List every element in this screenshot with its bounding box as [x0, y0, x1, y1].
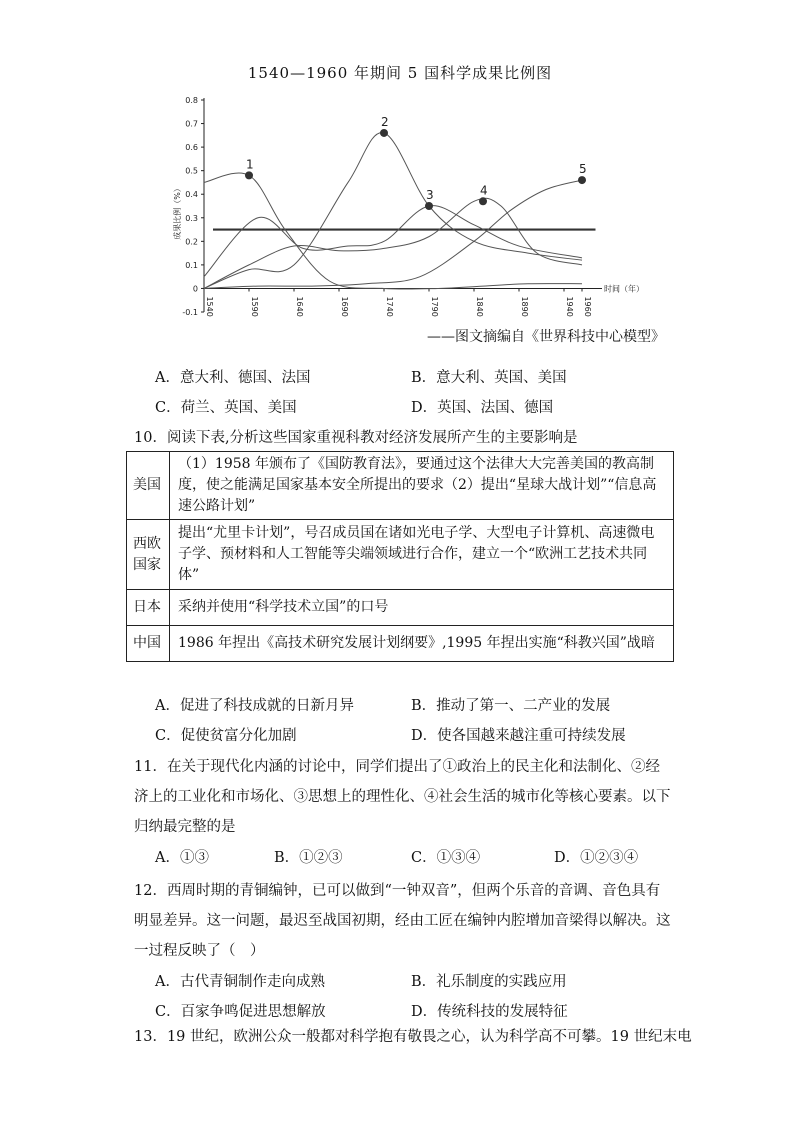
x-tick-label: 1790: [430, 296, 439, 317]
q10-option-a[interactable]: A．促进了科技成就的日新月异: [155, 698, 354, 714]
x-tick-label: 1590: [250, 296, 259, 317]
x-tick-label: 1960: [583, 296, 592, 317]
marker-point-1: [245, 171, 253, 179]
x-axis-label: 时间（年）: [604, 284, 644, 294]
marker-label-5: 5: [579, 162, 587, 177]
x-tick-label: 1890: [520, 296, 529, 317]
marker-point-5: [578, 176, 586, 184]
y-axis-label: 成果比例（%）: [173, 184, 182, 240]
y-tick-label: 0: [192, 284, 198, 294]
science-ratio-chart: [170, 92, 670, 322]
marker-point-2: [380, 129, 388, 137]
table-row: [127, 452, 674, 520]
q9-option-b[interactable]: B．意大利、英国、美国: [411, 370, 567, 386]
x-tick-label: 1940: [565, 296, 574, 317]
q9-option-d[interactable]: D．英国、法国、德国: [411, 400, 554, 416]
y-tick-label: 0.2: [185, 237, 198, 247]
series-line-4: [204, 198, 582, 288]
q9-option-a[interactable]: A．意大利、德国、法国: [155, 370, 311, 386]
y-tick-label: 0.8: [185, 96, 198, 105]
marker-label-2: 2: [381, 114, 389, 129]
table-cell-content: 采纳并使用“科学技术立国”的口号: [170, 590, 674, 626]
table-row: [127, 626, 674, 662]
y-tick-label: 0.1: [185, 260, 198, 270]
q11-option-a[interactable]: A．①③: [155, 850, 209, 866]
q11-option-b[interactable]: B．①②③: [274, 850, 343, 866]
marker-point-4: [479, 197, 487, 205]
series-line-1: [204, 173, 582, 289]
marker-label-4: 4: [480, 183, 488, 198]
q13-stem: 13．19 世纪，欧洲公众一般都对科学抱有敬畏之心，认为科学高不可攀。19 世纪末电: [134, 1029, 692, 1045]
q12-option-b[interactable]: B．礼乐制度的实践应用: [411, 974, 567, 990]
q10-option-b[interactable]: B．推动了第一、二产业的发展: [411, 698, 611, 714]
x-tick-label: 1740: [385, 296, 394, 317]
y-tick-label: 0.7: [185, 119, 198, 129]
q10-stem: 10．阅读下表,分析这些国家重视科教对经济发展所产生的主要影响是: [134, 430, 578, 446]
marker-label-3: 3: [426, 188, 434, 202]
q9-option-c[interactable]: C．荷兰、英国、美国: [155, 400, 297, 416]
y-tick-label: 0.6: [185, 143, 198, 153]
table-row: [127, 590, 674, 626]
y-tick-label: 0.5: [185, 166, 198, 176]
x-tick-label: 1540: [205, 296, 214, 317]
chart-title: 1540—1960 年期间 5 国科学成果比例图: [247, 64, 553, 82]
series-line-2: [204, 133, 582, 289]
q10-option-c[interactable]: C．促使贫富分化加剧: [155, 728, 297, 744]
q12-option-c[interactable]: C．百家争鸣促进思想解放: [155, 1004, 326, 1020]
q11-stem: 11．在关于现代化内涵的讨论中，同学们提出了①政治上的民主化和法制化、②经济上的工业化和市场化、③思想上的理性化、④社会生活的城市化等核心要素。以下归纳最完整的是: [134, 759, 671, 835]
table-cell-country: 中国: [127, 626, 170, 662]
x-tick-label: 1640: [295, 296, 304, 317]
series-line-3: [204, 206, 582, 277]
chart-source: ——图文摘编自《世界科技中心模型》: [427, 329, 665, 345]
y-tick-label: -0.1: [182, 308, 198, 317]
table-cell-content: 1986 年捏出《高技术研究发展计划纲要》,1995 年捏出实施“科教兴国”战暗: [170, 626, 674, 662]
q12-stem: 12．西周时期的青铜编钟，已可以做到“一钟双音”，但两个乐音的音调、音色具有明显差异。这一问题，最迟至战国初期，经由工匠在编钟内腔增加音梁得以解决。这一过程反映了（ ）: [134, 883, 671, 959]
y-tick-label: 0.3: [185, 213, 198, 223]
q10-table: [126, 451, 674, 662]
table-cell-content: 提出“尤里卡计划”，号召成员国在诸如光电子学、大型电子计算机、高速微电子学、预材料和人工智能等尖端领域进行合作，建立一个“欧洲工艺技术共同体”: [170, 520, 674, 590]
q12-option-a[interactable]: A．古代青铜制作走向成熟: [155, 974, 325, 990]
table-cell-content: （1）1958 年颁布了《国防教育法》，要通过这个法律大大完善美国的教高制度，使之能满足国家基本安全所提出的要求（2）提出“星球大战计划”“信息高速公路计划”: [170, 452, 674, 520]
table-cell-country: 美国: [127, 452, 170, 520]
x-tick-label: 1690: [340, 296, 349, 317]
x-tick-label: 1840: [475, 296, 484, 317]
q10-option-d[interactable]: D．使各国越来越注重可持续发展: [411, 728, 626, 744]
y-tick-label: 0.4: [185, 190, 198, 200]
table-cell-country: 西欧国家: [127, 520, 170, 590]
table-row: [127, 520, 674, 590]
q11-option-d[interactable]: D．①②③④: [554, 850, 639, 866]
marker-label-1: 1: [246, 157, 254, 172]
q11-option-c[interactable]: C．①③④: [411, 850, 481, 866]
table-cell-country: 日本: [127, 590, 170, 626]
q12-option-d[interactable]: D．传统科技的发展特征: [411, 1004, 568, 1020]
marker-point-3: [425, 202, 433, 210]
